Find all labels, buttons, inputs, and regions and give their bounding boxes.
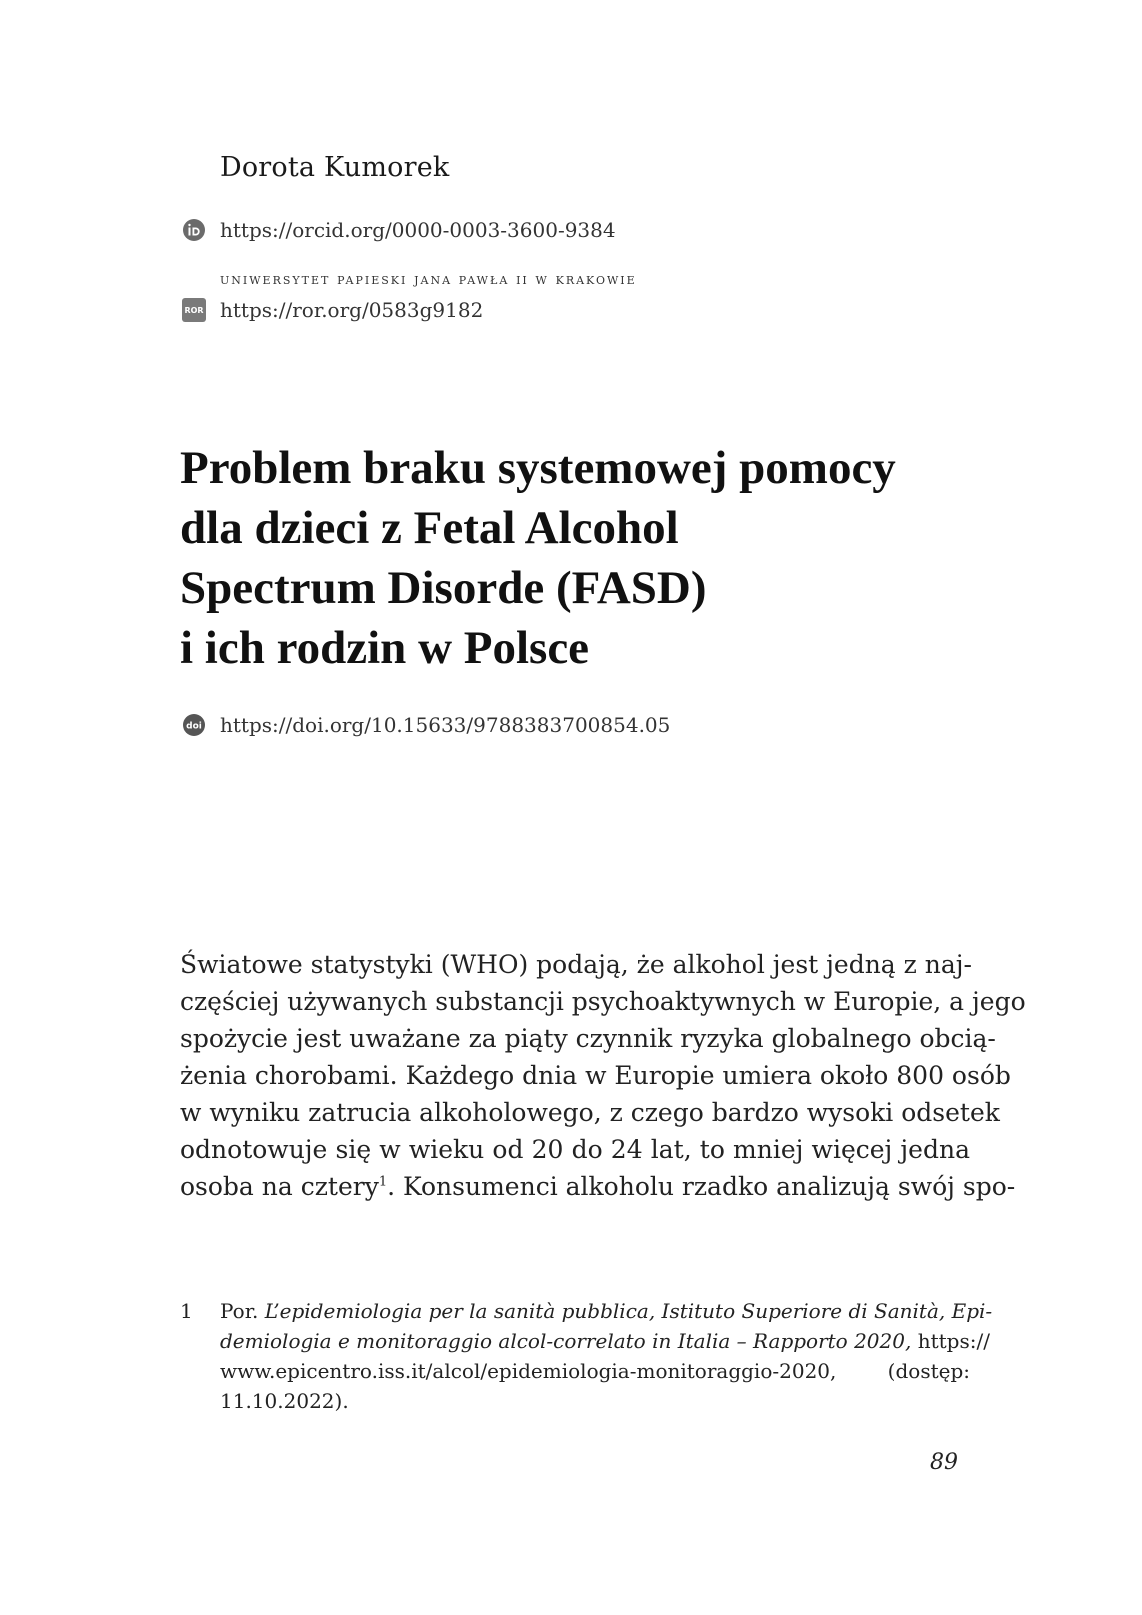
body-line: spożycie jest uważane za piąty czynnik ryzyka globalnego obcią- <box>180 1024 996 1053</box>
ror-link[interactable]: https://ror.org/0583g9182 <box>220 298 484 322</box>
body-text: . Konsumenci alkoholu rzadko analizują swój spo- <box>387 1172 1016 1201</box>
svg-text:doi: doi <box>186 721 202 732</box>
body-line: odnotowuje się w wieku od 20 do 24 lat, to mniej więcej jedna <box>180 1135 970 1164</box>
footnote-source-title-cont: demiologia e monitoraggio alcol-correlato in Italia – Rapporto 2020, <box>220 1329 912 1353</box>
article-title <box>180 438 940 678</box>
footnote-text <box>220 1296 993 1416</box>
footnote-line <box>220 1326 990 1356</box>
title-line: Problem braku systemowej pomocy <box>180 442 896 494</box>
body-line: żenia chorobami. Każdego dnia w Europie umiera około 800 osób <box>180 1061 1011 1090</box>
affiliation: uniwersytet papieski jana pawła ii w krakowie <box>220 270 637 288</box>
doi-icon <box>182 713 206 737</box>
doi-row <box>182 713 670 737</box>
footnote-url-start[interactable]: https:// <box>911 1329 990 1353</box>
footnote-prefix: Por. <box>220 1299 265 1323</box>
title-line: i ich rodzin w Polsce <box>180 622 590 674</box>
body-line: częściej używanych substancji psychoaktywnych w Europie, a jego <box>180 987 1026 1016</box>
orcid-icon <box>182 218 206 242</box>
doi-link[interactable]: https://doi.org/10.15633/9788383700854.05 <box>220 713 671 737</box>
body-text: osoba na cztery <box>180 1172 379 1201</box>
footnote-access-date: 11.10.2022). <box>220 1389 349 1413</box>
footnote-source-title: L’epidemiologia per la sanità pubblica, Istituto Superiore di Sanità, Epi- <box>264 1299 993 1323</box>
author-name: Dorota Kumorek <box>220 152 450 183</box>
ror-row <box>182 298 483 322</box>
orcid-link[interactable]: https://orcid.org/0000-0003-3600-9384 <box>220 218 616 242</box>
body-line: Światowe statystyki (WHO) podają, że alkohol jest jedną z naj- <box>180 950 972 979</box>
body-paragraph <box>180 946 1026 1205</box>
ror-icon: ROR <box>182 298 206 322</box>
body-line: w wyniku zatrucia alkoholowego, z czego bardzo wysoki odsetek <box>180 1098 1000 1127</box>
footnote-ref[interactable]: 1 <box>378 1174 388 1190</box>
footnote-url[interactable]: www.epicentro.iss.it/alcol/epidemiologia-monitoraggio-2020, (dostęp: <box>220 1359 970 1383</box>
footnote-number: 1 <box>180 1299 193 1323</box>
title-line: dla dzieci z Fetal Alcohol <box>180 502 679 554</box>
page-number: 89 <box>930 1450 958 1475</box>
body-line <box>180 1168 1016 1205</box>
orcid-row <box>182 218 616 242</box>
footnote-line <box>220 1296 993 1326</box>
title-line: Spectrum Disorde (FASD) <box>180 562 707 614</box>
